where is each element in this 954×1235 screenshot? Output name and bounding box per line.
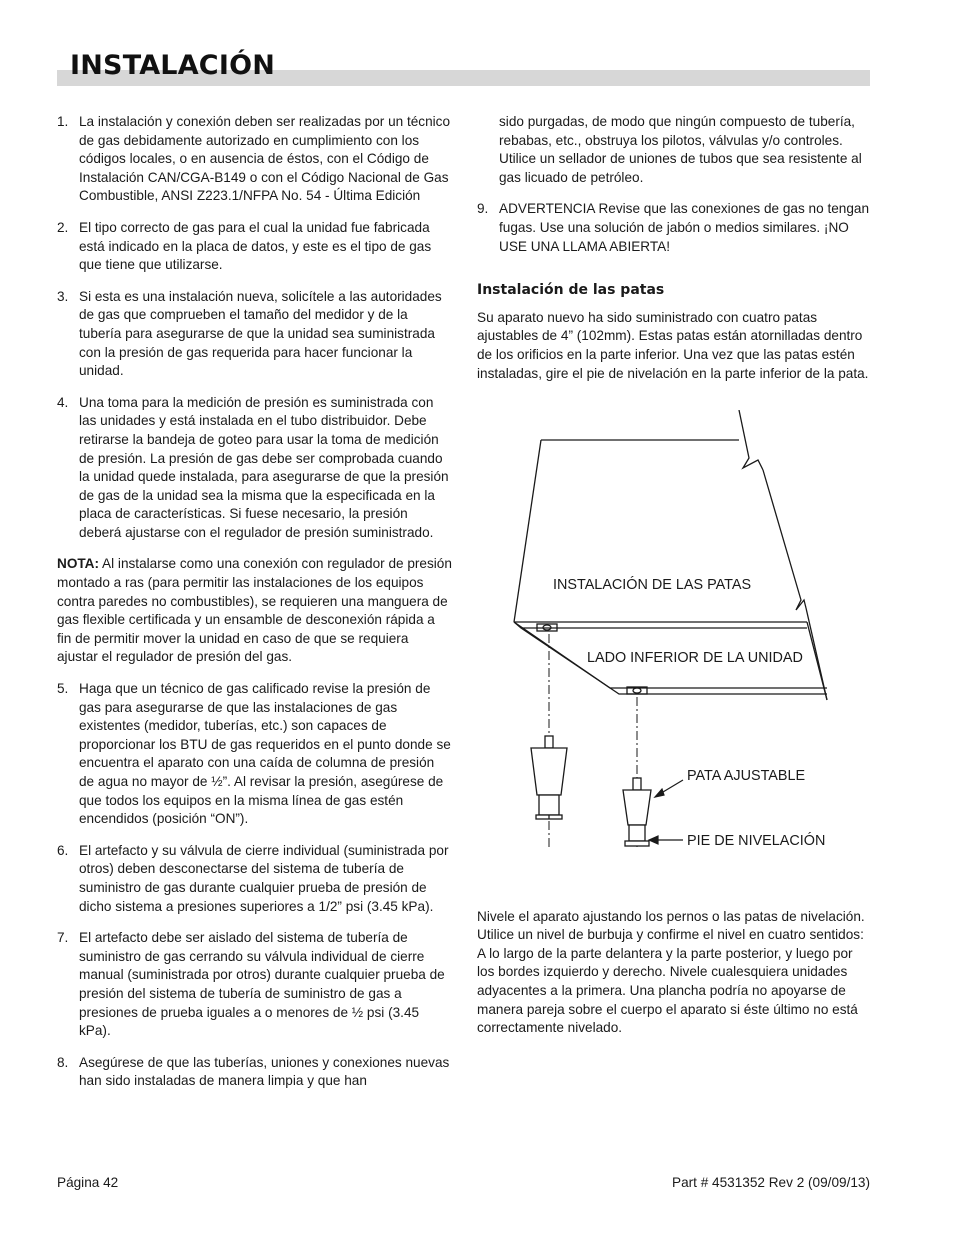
list-item <box>57 288 452 381</box>
leveling-paragraph: Nivele el aparato ajustando los pernos o las patas de nivelación. Utilice un nivel de burbuja y confirme el nivel en cuatro sentidos: A lo largo de la parte delantera y la parte posterior, y luego por los bordes izquierdo y derecho. Nivele cualesquiera unidades adyacentes a la primera. Una plancha podría no apoyarse de manera pareja sobre el cuerpo el aparato si éste último no está correctamente nivelado. <box>477 908 865 1036</box>
list-item <box>57 219 452 275</box>
item-number: 6. <box>57 842 69 858</box>
item-number: 2. <box>57 219 69 235</box>
leg-diagram-illustration <box>477 410 872 860</box>
left-column <box>57 113 452 1104</box>
item-text: Si esta es una instalación nueva, solicítele a las autoridades de gas que comprueben el tamaño del medidor y de la tubería para asegurarse de que la unidad sea suministrada con la presión de gas requerida para hacer funcionar la unidad. <box>79 288 442 379</box>
figure-label-underside: LADO INFERIOR DE LA UNIDAD <box>587 650 803 666</box>
item-text: La instalación y conexión deben ser realizadas por un técnico de gas debidamente autorizado en cumplimiento con los códigos locales, o en ausencia de éstos, con el Código de Instalación CAN/CGA-B149 o con el Código Nacional de Gas Combustible, ANSI Z223.1/NFPA No. 54 - Última Edición <box>79 114 451 204</box>
item-text: ADVERTENCIA Revise que las conexiones de gas no tengan fugas. Use una solución de jabón o medios similares. ¡NO USE UNA LLAMA ABIERTA! <box>499 201 870 254</box>
legs-intro-paragraph: Su aparato nuevo ha sido suministrado con cuatro patas ajustables de 4” (102mm). Estas patas están atornilladas dentro de los orificios en la parte inferior. Una vez que las patas estén instaladas, gire el pie de nivelación en la parte inferior de la pata. <box>477 309 869 381</box>
item-text: El artefacto y su válvula de cierre individual (suministrada por otros) deben desconectarse del sistema de tubería de suministro de gas durante cualquier prueba de presión de dicho sistema a presiones superiores a 1/2” psi (3.45 kPa). <box>79 842 449 914</box>
part-number: Part # 4531352 Rev 2 (09/09/13) <box>672 1175 870 1190</box>
note-paragraph <box>57 555 452 667</box>
list-item <box>477 200 872 256</box>
list-item <box>57 1054 452 1091</box>
right-column <box>477 113 872 383</box>
section-heading: Instalación de las patas <box>477 282 665 299</box>
list-item <box>57 394 452 543</box>
item-number: 7. <box>57 930 69 946</box>
figure-label-adjustable-leg: PATA AJUSTABLE <box>687 768 806 784</box>
page-number: Página 42 <box>57 1175 119 1190</box>
item-text: El tipo correcto de gas para el cual la unidad fue fabricada está indicado en la placa de datos, y este es el tipo de gas que tiene que utilizarse. <box>79 219 432 273</box>
item-text: Una toma para la medición de presión es suministrada con las unidades y está instalada en el tubo distribuidor. Debe retirarse la bandeja de goteo para usar la toma de medición de presión. La presión de gas debe ser comprobada cuando la unidad quede instalada, para asegurarse de que la presión de gas de la unidad sea la misma que la especificada en la placa de características. Si fuese necesario, la presión deberá ajustarse con el regulador de presión suministrado. <box>79 394 449 540</box>
item-number: 4. <box>57 394 69 410</box>
instruction-list-1 <box>57 113 452 542</box>
instruction-list-2 <box>57 680 452 1091</box>
item-number: 8. <box>57 1054 69 1070</box>
list-item <box>57 929 452 1041</box>
figure-label-leveling-foot: PIE DE NIVELACIÓN <box>687 833 826 849</box>
item-text: sido purgadas, de modo que ningún compuesto de tubería, rebabas, etc., obstruya los pilotos, válvulas y/o controles. Utilice un sellador de uniones de tubos que sea resistente al gas licuado de petróleo. <box>499 114 862 185</box>
figure-label-install: INSTALACIÓN DE LAS PATAS <box>553 577 752 593</box>
item-text: Haga que un técnico de gas calificado revise la presión de gas para asegurarse de que las instalaciones de gas existentes (medidor, tuberías, etc.) son capaces de proporcionar los BTU de gas requeridos en el punto donde se encuentra el aparato con una caída de columna de presión de agua no mayor de ½”. Al revisar la presión, asegúrese de que todos los equipos en la misma línea de gas estén encendidos (posición “ON”). <box>79 681 451 827</box>
page-title: INSTALACIÓN <box>70 50 276 81</box>
item-number: 1. <box>57 114 69 129</box>
item-number: 3. <box>57 288 69 304</box>
item-number: 9. <box>477 201 489 217</box>
item-number: 5. <box>57 681 69 697</box>
list-item-continued <box>477 113 872 187</box>
note-label: NOTA: <box>57 556 100 572</box>
leg-installation-figure <box>477 410 872 860</box>
item-text: El artefacto debe ser aislado del sistema de tubería de suministro de gas cerrando su válvula individual de cierre manual (suministrada por otros) durante cualquier prueba de presión del sistema de tubería de suministro de gas a presiones de prueba iguales a o menores de ½ psi (3.45 kPa). <box>79 930 445 1039</box>
note-text: Al instalarse como una conexión con regulador de presión montado a ras (para permitir las instalaciones de los equipos contra paredes no combustibles), se requieren una manguera de gas flexible certificada y un ensamble de desconexión rápida a fin de permitir mover la unidad en caso de que se requiera ajustar el regulador de presión del gas. <box>57 556 452 665</box>
list-item <box>57 680 452 829</box>
item-text: Asegúrese de que las tuberías, uniones y conexiones nuevas han sido instaladas de manera limpia y que han <box>79 1054 450 1089</box>
list-item <box>57 842 452 916</box>
list-item <box>57 113 452 206</box>
